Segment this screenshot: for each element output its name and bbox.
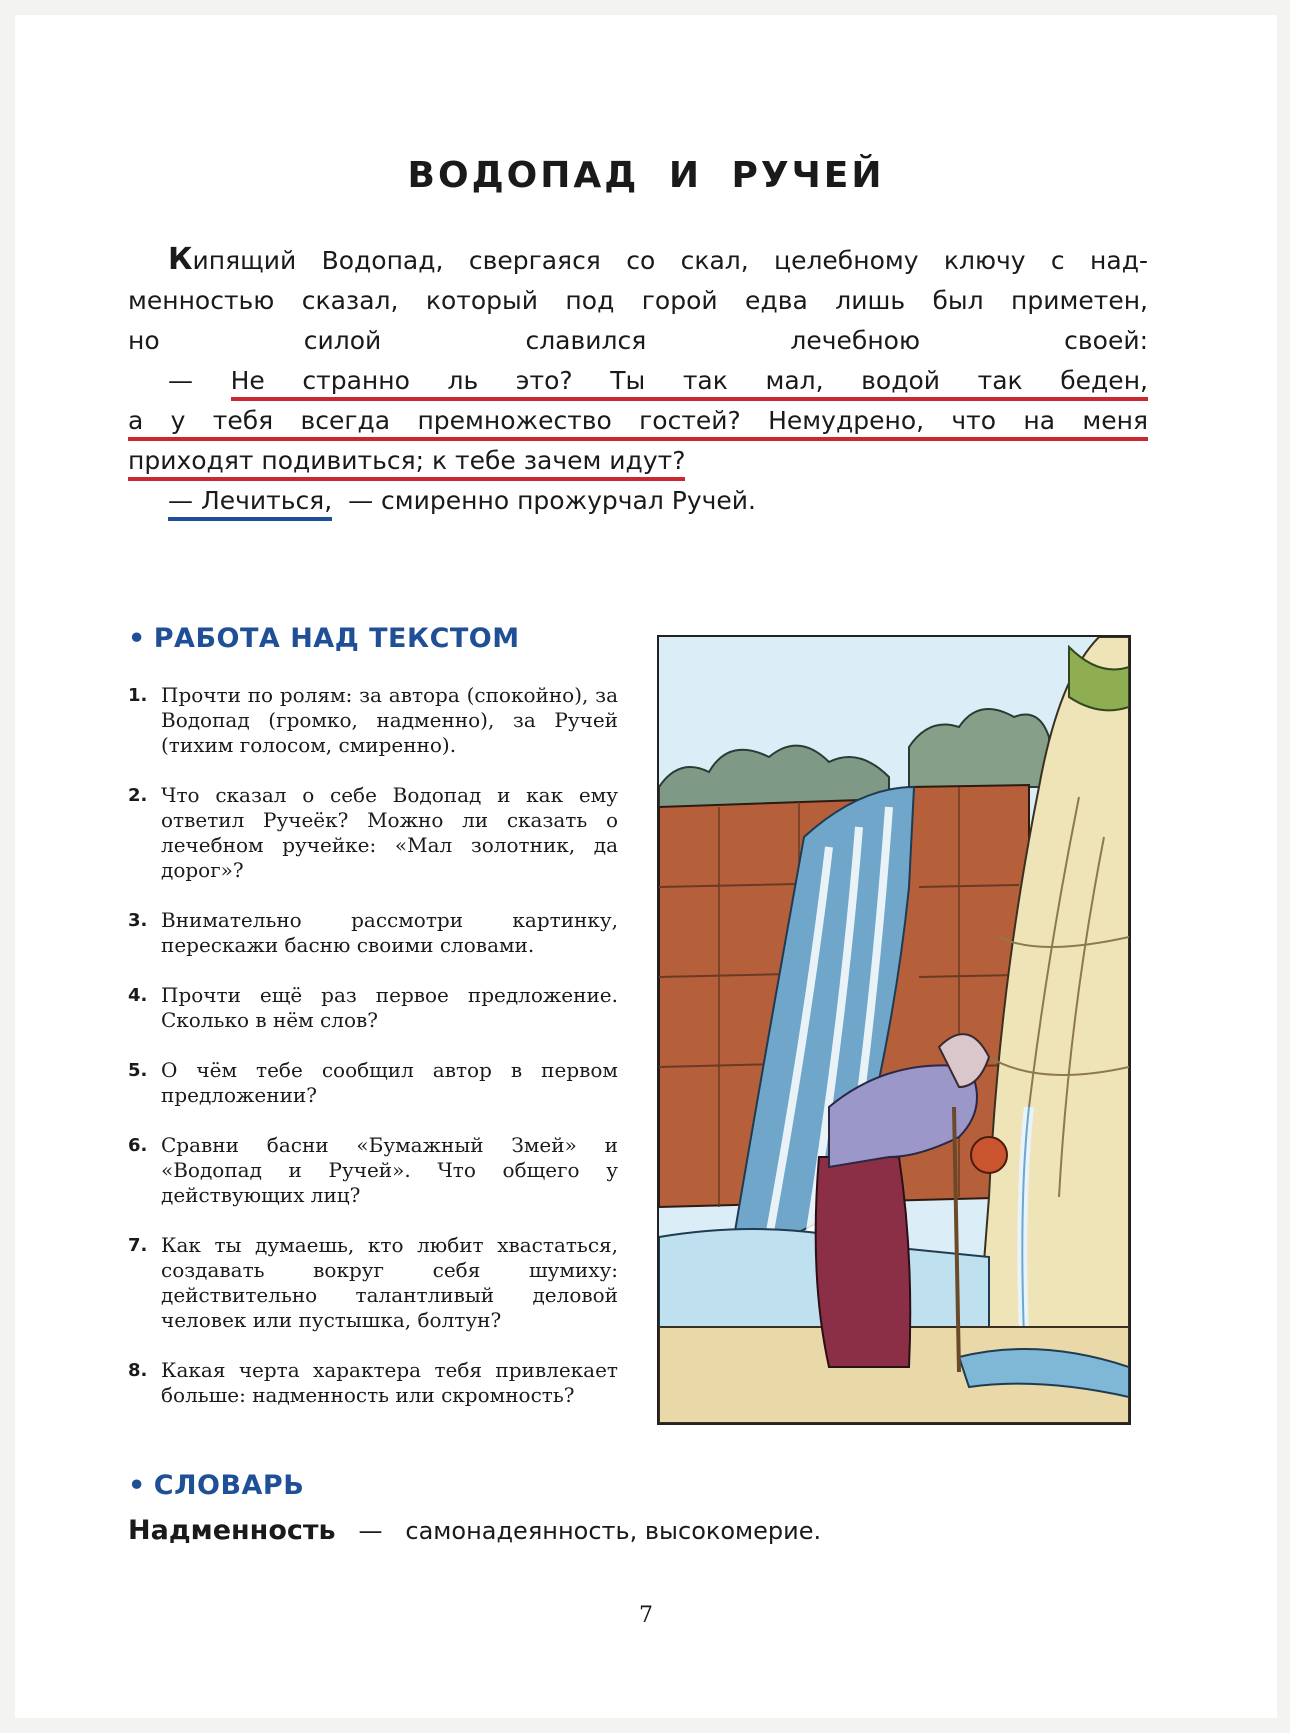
page-title: ВОДОПАД И РУЧЕЙ [407,155,885,196]
dictionary-term: Надменность [128,1515,336,1546]
work-section-heading: • РАБОТА НАД ТЕКСТОМ [128,623,520,654]
bullet-icon: • [128,1470,146,1501]
dictionary-section-heading: • СЛОВАРЬ [128,1470,305,1501]
brook-speech-underline: — Лечиться, [168,486,332,521]
list-item: 8. Какая черта характера тебя привлекает больше: надменность или скромность? [128,1358,618,1407]
fable-line-5 [128,401,1148,441]
fable-line-4: — Не странно ль это? Ты так мал, водой так беден, [128,361,1148,401]
list-item: 3. Внимательно рассмотри картинку, перескажи басню своими словами. [128,908,618,957]
fable-line-3: но силой славился лечебною своей: [128,326,1148,355]
waterfall-speech-underline: Не странно ль это? Ты так мал, водой так беден, [231,366,1148,401]
dictionary-definition: самонадеянность, высокомерие. [405,1517,822,1545]
list-item: 7. Как ты думаешь, кто любит хвастаться, создавать вокруг себя шумиху: действительно талантливый деловой человек или пустышка, болтун? [128,1233,618,1332]
textbook-page [15,15,1277,1718]
bullet-icon: • [128,623,146,654]
waterfall-drawing [659,637,1129,1423]
fable-line-7: — Лечиться, — смиренно прожурчал Ручей. [128,481,1148,521]
task-list [128,683,618,1433]
list-item: 2. Что сказал о себе Водопад и как ему ответил Ручеёк? Можно ли сказать о лечебном ручейке: «Мал золотник, да дорог»? [128,783,618,882]
drop-cap: К [168,242,193,277]
waterfall-speech-underline: приходят подивиться; к тебе зачем идут? [128,446,685,481]
waterfall-illustration [657,635,1131,1425]
fable-text [128,240,1148,521]
list-item: 6. Сравни басни «Бумажный Змей» и «Водопад и Ручей». Что общего у действующих лиц? [128,1133,618,1207]
fable-line-6 [128,441,1148,481]
dictionary-entry [128,1515,821,1546]
fable-line-2: менностью сказал, который под горой едва лишь был приметен, [128,286,1148,315]
list-item: 4. Прочти ещё раз первое предложение. Сколько в нём слов? [128,983,618,1032]
dictionary-dash: — [358,1517,383,1545]
page-number: 7 [639,1603,653,1628]
waterfall-speech-underline: а у тебя всегда премножество гостей? Немудрено, что на меня [128,406,1148,441]
list-item: 5. О чём тебе сообщил автор в первом предложении? [128,1058,618,1107]
fable-line-1: Кипящий Водопад, свергаяся со скал, целебному ключу с над- [168,242,1148,277]
list-item: 1. Прочти по ролям: за автора (спокойно), за Водопад (громко, надменно), за Ручей (тихим голосом, смиренно). [128,683,618,757]
